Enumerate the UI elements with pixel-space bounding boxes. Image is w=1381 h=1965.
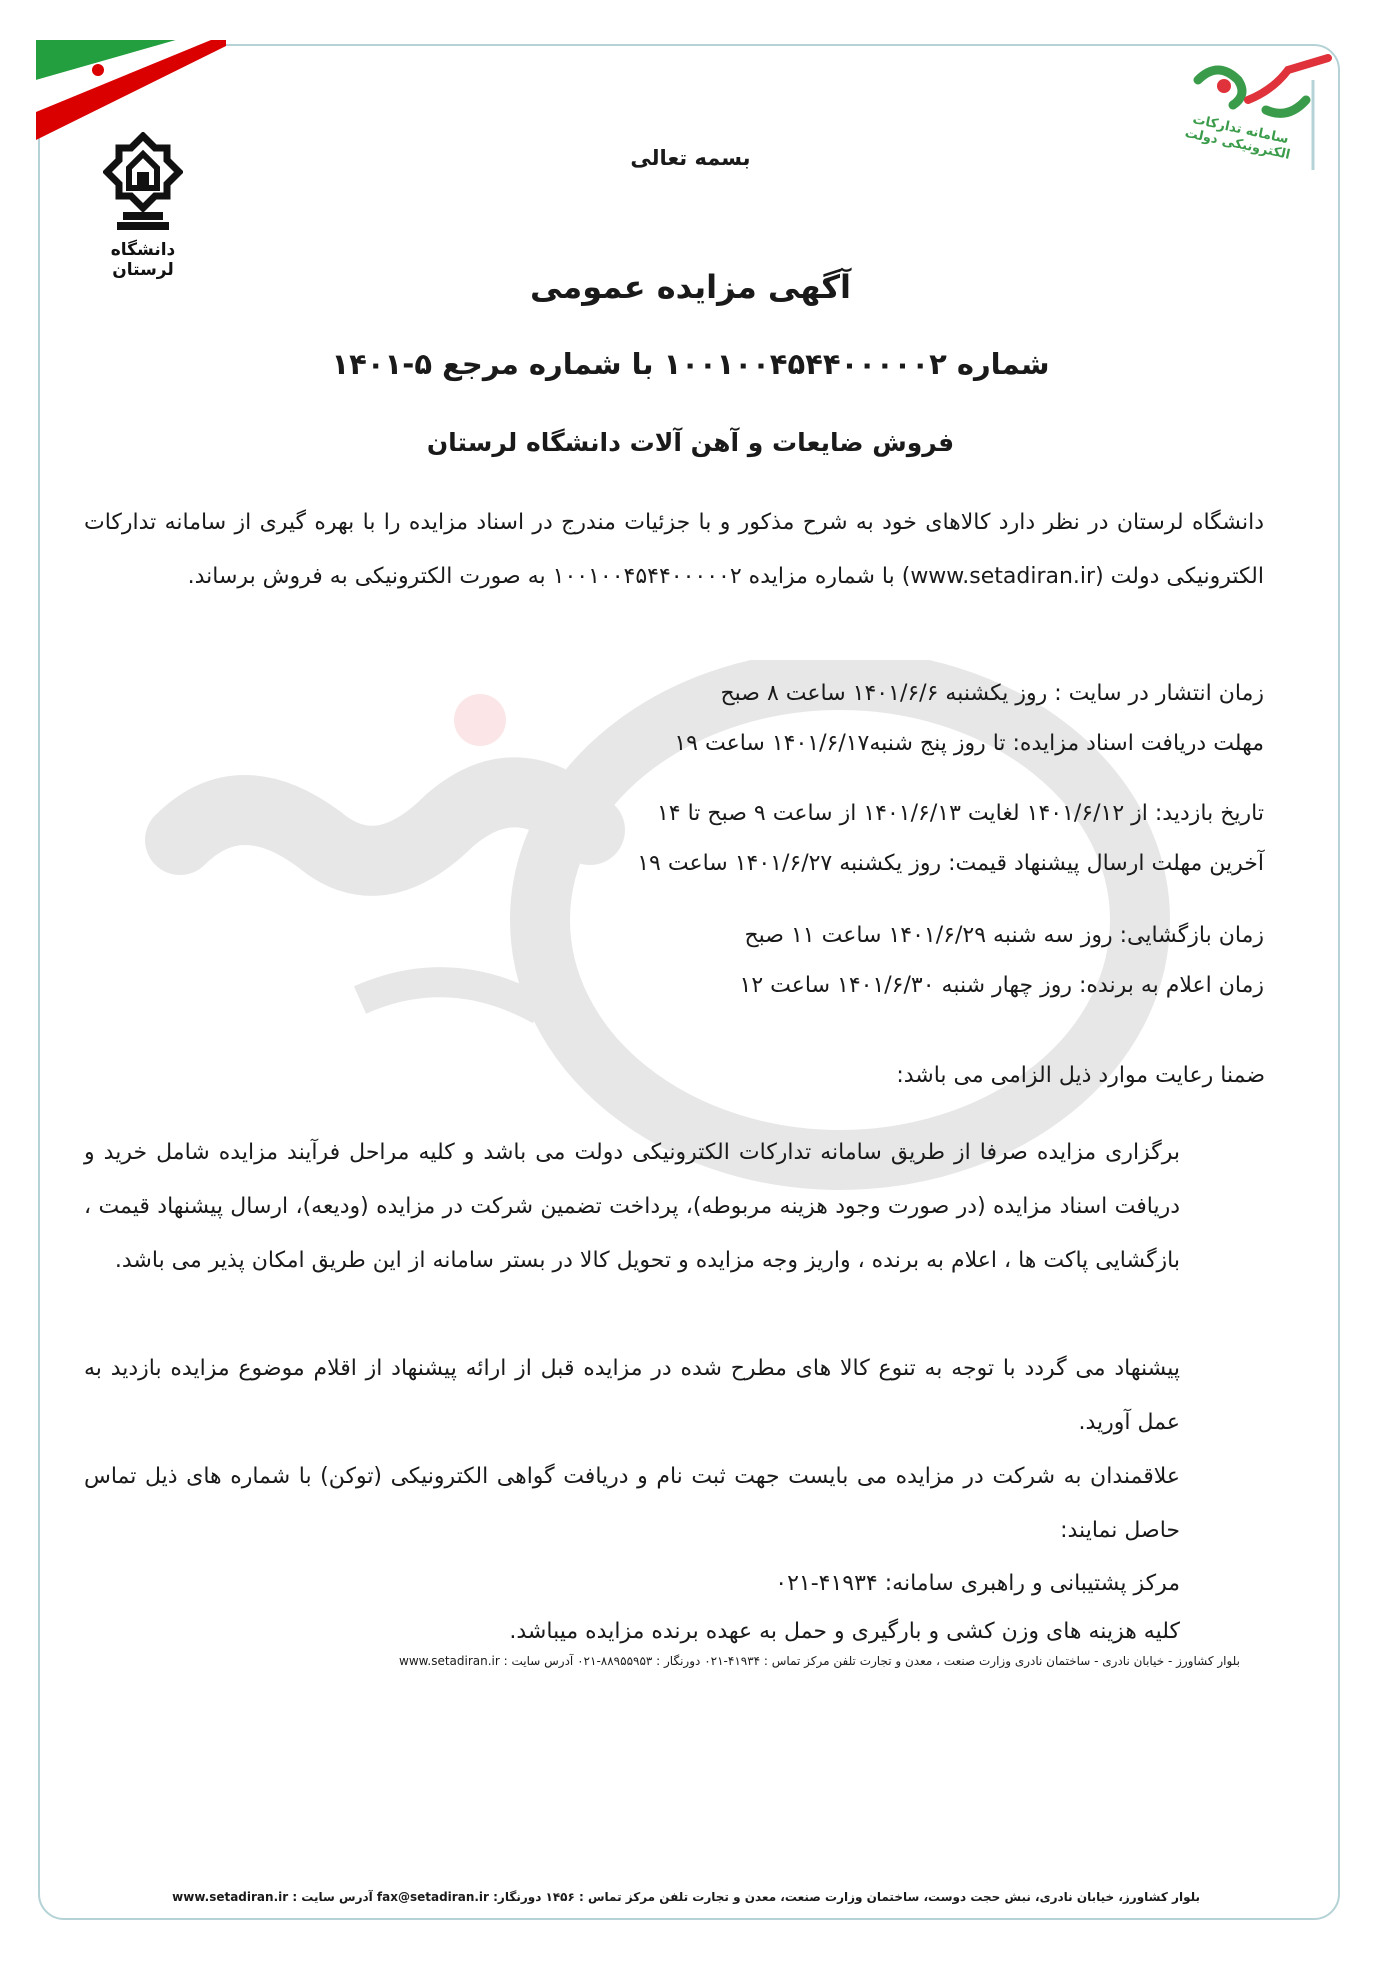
visit-date: تاریخ بازدید: از ۱۴۰۱/۶/۱۲ لغایت ۱۴۰۱/۶/۱۳ از ساعت ۹ صبح تا ۱۴	[656, 801, 1264, 826]
offer-deadline: آخرین مهلت ارسال پیشنهاد قیمت: روز یکشنبه ۱۴۰۱/۶/۲۷ ساعت ۱۹	[637, 851, 1264, 876]
winner-announcement: زمان اعلام به برنده: روز چهار شنبه ۱۴۰۱/۶/۳۰ ساعت ۱۲	[739, 973, 1264, 998]
footer-address-1: بلوار کشاورز - خیابان نادری - ساختمان نادری وزارت صنعت ، معدن و تجارت تلفن مرکز تماس : ۴۱۹۳۴-۰۲۱ دورنگار : ۸۸۹۵۵۹۵۳-۰۲۱ آدرس سایت : www.setadiran.ir	[399, 1654, 1240, 1668]
notice-subject: فروش ضایعات و آهن آلات دانشگاه لرستان	[426, 428, 955, 457]
intro-paragraph: دانشگاه لرستان در نظر دارد کالاهای خود به شرح مذکور و با جزئیات مندرج در اسناد مزایده را با بهره گیری از سامانه تدارکات الکترونیکی دولت (www.setadiran.ir) با شماره مزایده ۱۰۰۱۰۰۴۵۴۴۰۰۰۰۰۲ به صورت الکترونیکی به فروش برساند.	[84, 510, 1264, 589]
opening-time: زمان بازگشایی: روز سه شنبه ۱۴۰۱/۶/۲۹ ساعت ۱۱ صبح	[744, 923, 1264, 948]
docs-deadline: مهلت دریافت اسناد مزایده: تا روز پنج شنبه۱۴۰۱/۶/۱۷ ساعت ۱۹	[674, 731, 1264, 756]
notice-number: شماره ۱۰۰۱۰۰۴۵۴۴۰۰۰۰۰۲ با شماره مرجع ۵-۱۴۰۱	[331, 347, 1050, 381]
footer-address-2: بلوار کشاورز، خیابان نادری، نبش حجت دوست، ساختمان وزارت صنعت، معدن و تجارت تلفن مرکز تماس : ۱۴۵۶ دورنگار: fax@setadiran.ir آدرس سایت : www.setadiran.ir	[172, 1890, 1200, 1904]
university-name-label: دانشگاه لرستان	[110, 240, 176, 280]
publish-time: زمان انتشار در سایت : روز یکشنبه ۱۴۰۱/۶/۶ ساعت ۸ صبح	[720, 681, 1264, 706]
terms-item-1: برگزاری مزایده صرفا از طریق سامانه تدارکات الکترونیکی دولت می باشد و کلیه مراحل فرآیند مزایده شامل خرید و دریافت اسناد مزایده (در صورت وجود هزینه مربوطه)، پرداخت تضمین شرکت در مزایده (ودیعه)، ارسال پیشنهاد قیمت ، بازگشایی پاکت ها ، اعلام به برنده ، واریز وجه مزایده و تحویل کالا در بستر سامانه از این طریق امکان پذیر می باشد.	[84, 1140, 1180, 1273]
support-center: مرکز پشتیبانی و راهبری سامانه: ۴۱۹۳۴-۰۲۱	[775, 1571, 1180, 1596]
costs-note: کلیه هزینه های وزن کشی و بارگیری و حمل به عهده برنده مزایده میباشد.	[509, 1619, 1180, 1644]
setad-logo-text: سامانه تدارکات الکترونیکی دولت	[1183, 112, 1292, 163]
terms-item-2: پیشنهاد می گردد با توجه به تنوع کالا های مطرح شده در مزایده قبل از ارائه پیشنهاد از اقلام موضوع مزایده بازدید به عمل آورید.	[84, 1356, 1180, 1435]
notice-title: آگهی مزایده عمومی	[530, 268, 851, 306]
terms-item-3: علاقمندان به شرکت در مزایده می بایست جهت ثبت نام و دریافت گواهی الکترونیکی (توکن) با شماره های ذیل تماس حاصل نمایند:	[84, 1464, 1180, 1543]
terms-heading: ضمنا رعایت موارد ذیل الزامی می باشد:	[896, 1063, 1265, 1088]
iran-flag-icon	[36, 40, 226, 140]
bismillah-heading: بسمه تعالی	[630, 146, 751, 170]
